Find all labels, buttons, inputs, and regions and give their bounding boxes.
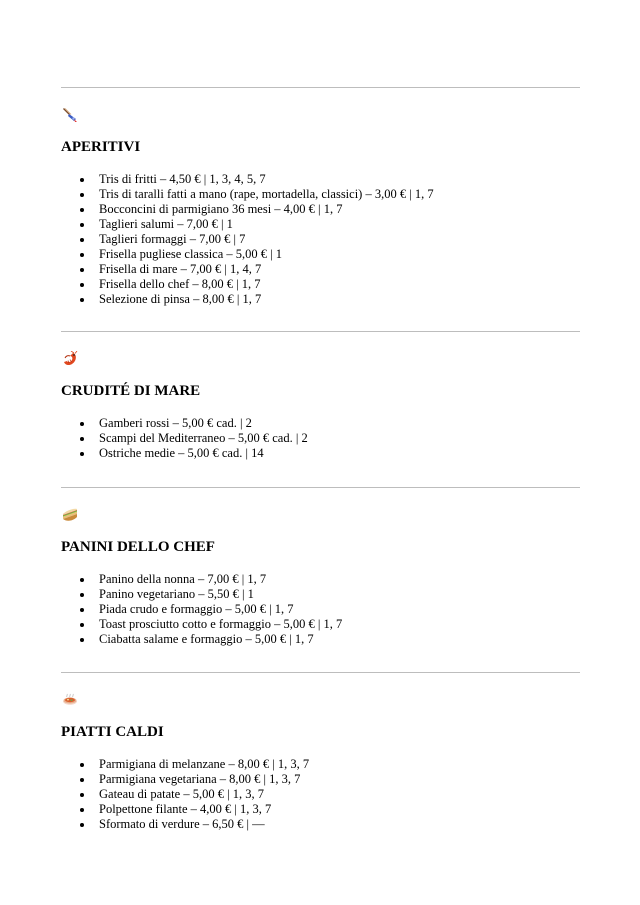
list-item: Scampi del Mediterraneo – 5,00 € cad. | 2 (61, 431, 308, 446)
divider (61, 672, 580, 673)
item-list (61, 572, 342, 647)
list-item: Taglieri formaggi – 7,00 € | 7 (61, 232, 434, 247)
divider (61, 87, 580, 88)
hot-dish-icon (62, 692, 78, 708)
list-item: Tris di taralli fatti a mano (rape, mortadella, classici) – 3,00 € | 1, 7 (61, 187, 434, 202)
list-item: Frisella di mare – 7,00 € | 1, 4, 7 (61, 262, 434, 277)
item-list (61, 172, 434, 307)
shrimp-icon (62, 351, 78, 367)
list-item: Parmigiana di melanzane – 8,00 € | 1, 3, 7 (61, 757, 309, 772)
list-item: Frisella dello chef – 8,00 € | 1, 7 (61, 277, 434, 292)
list-item: Ostriche medie – 5,00 € cad. | 14 (61, 446, 308, 461)
list-item: Frisella pugliese classica – 5,00 € | 1 (61, 247, 434, 262)
list-item: Selezione di pinsa – 8,00 € | 1, 7 (61, 292, 434, 307)
list-item: Panino della nonna – 7,00 € | 1, 7 (61, 572, 342, 587)
item-list (61, 416, 308, 461)
divider (61, 331, 580, 332)
section-title: CRUDITÉ DI MARE (61, 383, 201, 399)
wine-glass-icon (62, 107, 78, 123)
list-item: Ciabatta salame e formaggio – 5,00 € | 1, 7 (61, 632, 342, 647)
list-item: Sformato di verdure – 6,50 € | — (61, 817, 309, 832)
section-title: APERITIVI (61, 139, 141, 155)
list-item: Parmigiana vegetariana – 8,00 € | 1, 3, 7 (61, 772, 309, 787)
list-item: Piada crudo e formaggio – 5,00 € | 1, 7 (61, 602, 342, 617)
section-title: PANINI DELLO CHEF (61, 539, 215, 555)
list-item: Gamberi rossi – 5,00 € cad. | 2 (61, 416, 308, 431)
item-list (61, 757, 309, 832)
section-title: PIATTI CALDI (61, 724, 164, 740)
list-item: Panino vegetariano – 5,50 € | 1 (61, 587, 342, 602)
divider (61, 487, 580, 488)
list-item: Gateau di patate – 5,00 € | 1, 3, 7 (61, 787, 309, 802)
list-item: Taglieri salumi – 7,00 € | 1 (61, 217, 434, 232)
list-item: Toast prosciutto cotto e formaggio – 5,00 € | 1, 7 (61, 617, 342, 632)
sandwich-icon (62, 507, 78, 523)
list-item: Polpettone filante – 4,00 € | 1, 3, 7 (61, 802, 309, 817)
list-item: Tris di fritti – 4,50 € | 1, 3, 4, 5, 7 (61, 172, 434, 187)
list-item: Bocconcini di parmigiano 36 mesi – 4,00 € | 1, 7 (61, 202, 434, 217)
